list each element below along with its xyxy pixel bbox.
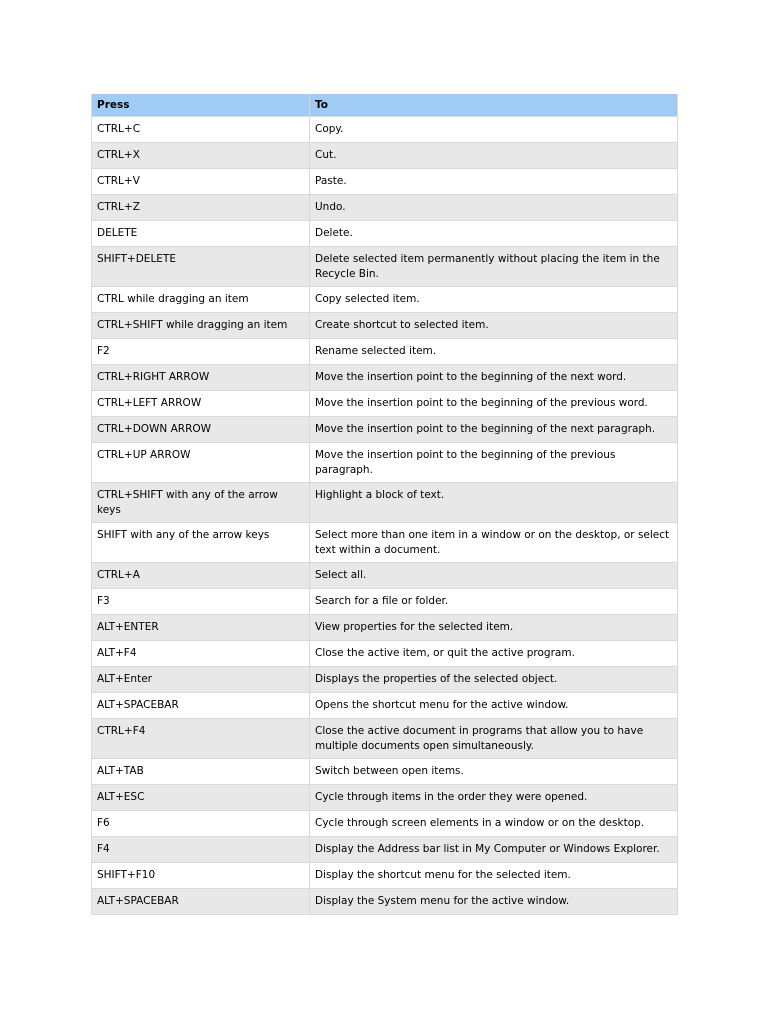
shortcut-keys-cell: SHIFT+F10	[92, 863, 310, 889]
shortcut-keys-cell: ALT+ESC	[92, 785, 310, 811]
shortcut-keys-cell: CTRL+LEFT ARROW	[92, 391, 310, 417]
shortcut-action-cell: Delete.	[310, 221, 678, 247]
table-row	[92, 169, 678, 195]
document-page	[91, 94, 677, 915]
table-row	[92, 667, 678, 693]
table-row	[92, 811, 678, 837]
shortcut-action-cell: Select all.	[310, 563, 678, 589]
shortcut-keys-cell: CTRL+C	[92, 117, 310, 143]
shortcut-keys-cell: F2	[92, 339, 310, 365]
shortcut-action-cell: Move the insertion point to the beginning of the previous paragraph.	[310, 443, 678, 483]
shortcut-action-cell: Paste.	[310, 169, 678, 195]
shortcut-keys-cell: ALT+SPACEBAR	[92, 693, 310, 719]
table-row	[92, 117, 678, 143]
keyboard-shortcuts-table	[91, 94, 678, 915]
shortcut-keys-cell: CTRL+Z	[92, 195, 310, 221]
table-row	[92, 589, 678, 615]
table-row	[92, 365, 678, 391]
shortcut-keys-cell: CTRL+SHIFT while dragging an item	[92, 313, 310, 339]
table-row	[92, 563, 678, 589]
table-row	[92, 523, 678, 563]
shortcut-keys-cell: SHIFT+DELETE	[92, 247, 310, 287]
shortcut-keys-cell: DELETE	[92, 221, 310, 247]
shortcut-action-cell: Move the insertion point to the beginning of the next paragraph.	[310, 417, 678, 443]
shortcut-keys-cell: CTRL while dragging an item	[92, 287, 310, 313]
shortcut-action-cell: Display the System menu for the active window.	[310, 889, 678, 915]
table-row	[92, 287, 678, 313]
shortcut-keys-cell: ALT+Enter	[92, 667, 310, 693]
table-row	[92, 391, 678, 417]
shortcut-action-cell: Cut.	[310, 143, 678, 169]
shortcut-keys-cell: CTRL+F4	[92, 719, 310, 759]
shortcut-action-cell: View properties for the selected item.	[310, 615, 678, 641]
shortcut-action-cell: Close the active item, or quit the active program.	[310, 641, 678, 667]
table-row	[92, 837, 678, 863]
shortcut-keys-cell: F4	[92, 837, 310, 863]
table-row	[92, 759, 678, 785]
shortcut-action-cell: Delete selected item permanently without placing the item in the Recycle Bin.	[310, 247, 678, 287]
table-row	[92, 785, 678, 811]
shortcut-keys-cell: CTRL+V	[92, 169, 310, 195]
table-row	[92, 889, 678, 915]
table-row	[92, 143, 678, 169]
shortcut-action-cell: Rename selected item.	[310, 339, 678, 365]
shortcut-action-cell: Search for a file or folder.	[310, 589, 678, 615]
shortcut-keys-cell: CTRL+SHIFT with any of the arrow keys	[92, 483, 310, 523]
table-row	[92, 615, 678, 641]
shortcut-keys-cell: ALT+TAB	[92, 759, 310, 785]
table-header	[92, 94, 678, 117]
table-row	[92, 313, 678, 339]
shortcut-action-cell: Cycle through items in the order they were opened.	[310, 785, 678, 811]
shortcut-action-cell: Move the insertion point to the beginning of the previous word.	[310, 391, 678, 417]
shortcut-keys-cell: CTRL+UP ARROW	[92, 443, 310, 483]
shortcut-action-cell: Opens the shortcut menu for the active window.	[310, 693, 678, 719]
shortcut-keys-cell: F3	[92, 589, 310, 615]
shortcut-keys-cell: ALT+ENTER	[92, 615, 310, 641]
table-row	[92, 221, 678, 247]
shortcut-action-cell: Move the insertion point to the beginning of the next word.	[310, 365, 678, 391]
shortcut-action-cell: Displays the properties of the selected object.	[310, 667, 678, 693]
shortcut-action-cell: Close the active document in programs that allow you to have multiple documents open simultaneously.	[310, 719, 678, 759]
header-to: To	[310, 94, 678, 117]
shortcut-keys-cell: ALT+SPACEBAR	[92, 889, 310, 915]
shortcut-keys-cell: SHIFT with any of the arrow keys	[92, 523, 310, 563]
shortcut-action-cell: Copy selected item.	[310, 287, 678, 313]
header-press: Press	[92, 94, 310, 117]
table-row	[92, 443, 678, 483]
table-row	[92, 693, 678, 719]
shortcut-keys-cell: F6	[92, 811, 310, 837]
shortcut-action-cell: Cycle through screen elements in a window or on the desktop.	[310, 811, 678, 837]
table-row	[92, 195, 678, 221]
shortcut-keys-cell: CTRL+DOWN ARROW	[92, 417, 310, 443]
shortcut-action-cell: Display the shortcut menu for the selected item.	[310, 863, 678, 889]
shortcut-keys-cell: CTRL+A	[92, 563, 310, 589]
shortcut-action-cell: Undo.	[310, 195, 678, 221]
shortcut-action-cell: Create shortcut to selected item.	[310, 313, 678, 339]
shortcut-action-cell: Highlight a block of text.	[310, 483, 678, 523]
table-body	[92, 117, 678, 915]
shortcut-keys-cell: CTRL+RIGHT ARROW	[92, 365, 310, 391]
shortcut-keys-cell: CTRL+X	[92, 143, 310, 169]
shortcut-action-cell: Copy.	[310, 117, 678, 143]
shortcut-keys-cell: ALT+F4	[92, 641, 310, 667]
table-row	[92, 483, 678, 523]
table-header-row	[92, 94, 678, 117]
shortcut-action-cell: Display the Address bar list in My Computer or Windows Explorer.	[310, 837, 678, 863]
table-row	[92, 863, 678, 889]
table-row	[92, 339, 678, 365]
shortcut-action-cell: Switch between open items.	[310, 759, 678, 785]
shortcut-action-cell: Select more than one item in a window or on the desktop, or select text within a document.	[310, 523, 678, 563]
table-row	[92, 247, 678, 287]
table-row	[92, 417, 678, 443]
table-row	[92, 641, 678, 667]
table-row	[92, 719, 678, 759]
